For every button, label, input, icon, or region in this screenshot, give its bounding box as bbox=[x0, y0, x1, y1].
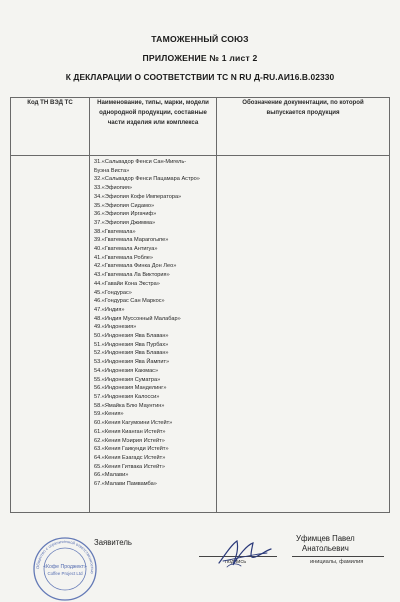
initials-line bbox=[292, 556, 384, 557]
product-item: 52.«Индонезия Ява Блаван» bbox=[94, 350, 169, 357]
product-item: 41.«Гватемала Робле» bbox=[94, 254, 154, 261]
product-item: 53.«Индонезия Ява Йампит» bbox=[94, 359, 170, 366]
company-stamp bbox=[32, 536, 98, 602]
stamp-company-name: «Кофе Проджект» bbox=[43, 564, 87, 570]
signature-caption: подпись bbox=[225, 559, 247, 565]
product-item: 33.«Эфиопия» bbox=[94, 185, 133, 192]
applicant-label: Заявитель bbox=[94, 538, 132, 547]
appendix-title: ПРИЛОЖЕНИЕ № 1 лист 2 bbox=[142, 53, 258, 63]
product-item: 61.«Кения Кианган Истейт» bbox=[94, 428, 166, 435]
product-item: 34.«Эфиопия Кофе Императора» bbox=[94, 193, 182, 200]
product-item: 67.«Малави Памвамба» bbox=[94, 481, 157, 488]
product-item: 66.«Малави» bbox=[94, 472, 129, 479]
product-item: 63.«Кения Гаикунди Истейт» bbox=[94, 446, 169, 453]
products-table bbox=[10, 97, 390, 513]
product-item: 56.«Индонезия Манделинг» bbox=[94, 385, 167, 392]
stamp-rim-text: Общество с ограниченной ответственностью bbox=[34, 538, 96, 575]
name-cell bbox=[90, 156, 217, 513]
product-item: 44.«Гавайи Кона Экстра» bbox=[94, 280, 160, 287]
declaration-title: К ДЕКЛАРАЦИИ О СООТВЕТСТВИИ ТС N RU Д-RU.АИ16.В.02330 bbox=[65, 72, 335, 82]
applicant-name-line1: Уфимцев Павел bbox=[296, 534, 355, 543]
product-item: 60.«Кения Кагумоини Истейт» bbox=[94, 420, 173, 427]
product-item: 43.«Гватемала Ла Виктория» bbox=[94, 272, 170, 279]
signature-image bbox=[215, 533, 275, 573]
product-item: 48.«Индия Муссонный Малабар» bbox=[94, 315, 181, 322]
product-item: 35.«Эфиопия Сидамо» bbox=[94, 202, 155, 209]
stamp-company-name-en: Coffee Project Ltd bbox=[47, 571, 83, 576]
initials-caption: инициалы, фамилия bbox=[310, 559, 364, 565]
table-header-row bbox=[11, 98, 390, 156]
product-item: 55.«Индонезия Суматра» bbox=[94, 376, 161, 383]
applicant-name-line2: Анатольевич bbox=[302, 544, 349, 553]
product-item: 62.«Кения Мэирия Истейт» bbox=[94, 437, 165, 444]
product-item: 51.«Индонезия Ява Пурбах» bbox=[94, 341, 169, 348]
product-item: 32.«Сальвадор Фенси Пацамара Астро» bbox=[94, 176, 200, 183]
product-item: 57.«Индонезия Калосси» bbox=[94, 393, 160, 400]
code-cell bbox=[11, 156, 90, 513]
column-header-code: Код ТН ВЭД ТС bbox=[11, 98, 90, 156]
product-item: 59.«Кения» bbox=[94, 411, 124, 418]
product-item: 39.«Гватемала Марагогыпе» bbox=[94, 237, 169, 244]
product-item: 36.«Эфиопия Иргачиф» bbox=[94, 211, 157, 218]
column-header-docs: Обозначение документации, по которой выпускается продукция bbox=[217, 98, 390, 156]
product-item: 38.«Гватемала» bbox=[94, 228, 136, 235]
product-item: 58.«Ямайка Блю Маунтин» bbox=[94, 402, 165, 409]
product-item: 47.«Индия» bbox=[94, 306, 125, 313]
product-item: 46.«Гондурас Сан Маркос» bbox=[94, 298, 165, 305]
table-body-row bbox=[11, 156, 390, 513]
product-item: 65.«Кения Гитвака Истейт» bbox=[94, 463, 165, 470]
product-item: 40.«Гватемала Антигуа» bbox=[94, 246, 158, 253]
docs-cell bbox=[217, 156, 390, 513]
product-item: 50.«Индонезия Ява Блаван» bbox=[94, 333, 169, 340]
product-item: Буэна Виста» bbox=[94, 167, 130, 174]
column-header-name: Наименование, типы, марки, модели однородной продукции, составные части изделия или комплекса bbox=[90, 98, 217, 156]
product-item: 54.«Индонезия Каюмас» bbox=[94, 367, 159, 374]
product-item: 45.«Гондурас» bbox=[94, 289, 132, 296]
product-item: 42.«Гватемала Финка Дон Лео» bbox=[94, 263, 177, 270]
product-item: 37.«Эфиопия Джимма» bbox=[94, 219, 156, 226]
product-item: 31.«Сальвадор Фенси Сан-Мигель- bbox=[94, 159, 187, 165]
product-list bbox=[90, 156, 216, 489]
union-title: ТАМОЖЕННЫЙ СОЮЗ bbox=[151, 34, 249, 44]
product-item: 49.«Индонезия» bbox=[94, 324, 137, 331]
product-item: 64.«Кения Езагадс Истейт» bbox=[94, 454, 166, 461]
